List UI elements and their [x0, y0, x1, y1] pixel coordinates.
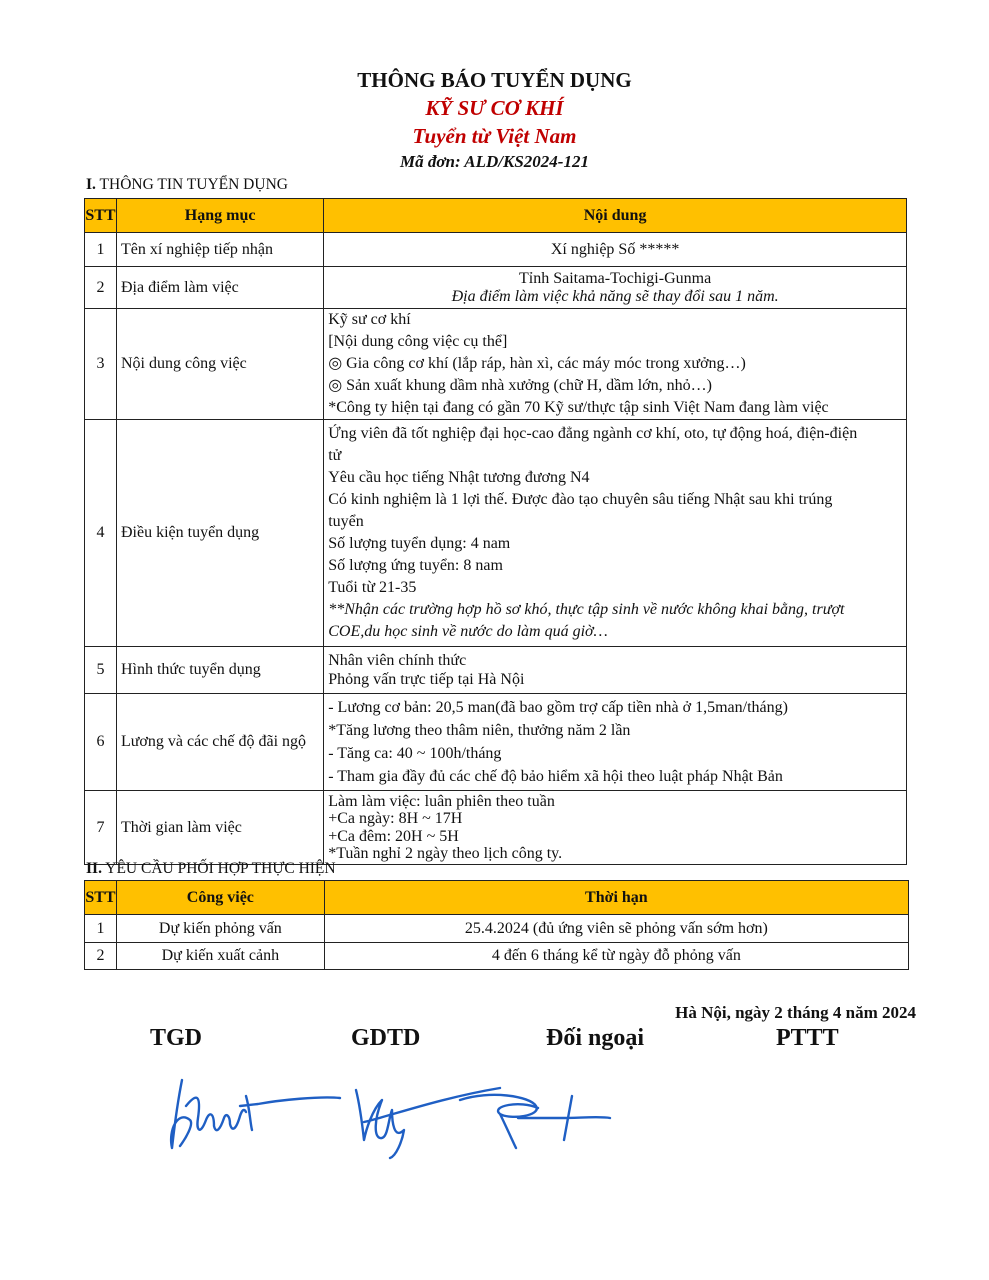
row-content [324, 791, 907, 865]
section2-heading [86, 860, 336, 878]
content-line: Số lượng ứng tuyển: 8 nam [328, 557, 503, 574]
row-item: Lương và các chế độ đãi ngộ [116, 694, 323, 791]
table-row [85, 694, 907, 791]
content-line: [Nội dung công việc cụ thể] [328, 333, 508, 350]
content-line: tử [328, 447, 342, 464]
row-stt: 7 [85, 791, 117, 865]
recruitment-info-table [84, 198, 907, 865]
content-line: Làm làm việc: luân phiên theo tuần [328, 792, 555, 810]
row-item: Nội dung công việc [116, 309, 323, 420]
row-content [324, 233, 907, 267]
table-row [85, 943, 909, 970]
row-item: Hình thức tuyển dụng [116, 647, 323, 694]
section2-roman: II. [86, 860, 102, 877]
signature-tgd [171, 1080, 340, 1148]
table-header-row [85, 199, 907, 233]
signatures-image [160, 1060, 620, 1160]
content-line: Địa điểm làm việc khả năng sẽ thay đổi sau 1 năm. [451, 287, 779, 305]
table-row [85, 420, 907, 647]
signatory-pttt: PTTT [776, 1025, 839, 1051]
content-line: Số lượng tuyển dụng: 4 nam [328, 535, 511, 552]
content-line: *Công ty hiện tại đang có gần 70 Kỹ sư/thực tập sinh Việt Nam đang làm việc [328, 399, 829, 416]
signatory-gdtd: GDTD [351, 1025, 421, 1051]
row-item: Điều kiện tuyển dụng [116, 420, 323, 647]
row-stt: 2 [85, 943, 117, 970]
content-line: Phỏng vấn trực tiếp tại Hà Nội [328, 671, 525, 688]
header-content: Nội dung [324, 199, 907, 233]
section1-heading [86, 176, 288, 194]
content-line: - Tham gia đầy đủ các chế độ bảo hiểm xã hội theo luật pháp Nhật Bản [328, 768, 783, 785]
content-line: ◎ Sản xuất khung dầm nhà xưởng (chữ H, dầm lớn, nhỏ…) [328, 377, 712, 394]
row-item: Tên xí nghiệp tiếp nhận [116, 233, 323, 267]
content-line: Kỹ sư cơ khí [328, 311, 411, 328]
content-line: +Ca ngày: 8H ~ 17H [328, 810, 463, 827]
content-line: Yêu cầu học tiếng Nhật tương đương N4 [328, 469, 590, 486]
row-item: Thời gian làm việc [116, 791, 323, 865]
position-title: KỸ SƯ CƠ KHÍ [425, 96, 564, 120]
section1-title: THÔNG TIN TUYỂN DỤNG [99, 176, 288, 193]
issue-date: Hà Nội, ngày 2 tháng 4 năm 2024 [675, 1003, 916, 1022]
table-row [85, 309, 907, 420]
row-content [324, 420, 907, 647]
content-line: Tỉnh Saitama-Tochigi-Gunma [519, 269, 712, 287]
content-line: COE,du học sinh về nước do làm quá giờ… [328, 623, 608, 640]
signatory-tgd: TGD [150, 1025, 203, 1051]
content-line: Xí nghiệp Số ***** [550, 240, 680, 258]
content-line: - Tăng ca: 40 ~ 100h/tháng [328, 745, 502, 762]
content-line: **Nhận các trường hợp hồ sơ khó, thực tập sinh về nước không khai bằng, trượt [328, 601, 845, 618]
row-task: Dự kiến xuất cảnh [116, 943, 324, 970]
table-row [85, 647, 907, 694]
section2-title: YÊU CẦU PHỐI HỢP THỰC HIỆN [105, 860, 336, 877]
row-content [324, 267, 907, 309]
content-line: Nhân viên chính thức [328, 652, 467, 669]
row-deadline: 25.4.2024 (đủ ứng viên sẽ phỏng vấn sớm hơn) [324, 915, 908, 943]
header-stt: STT [85, 199, 117, 233]
row-stt: 5 [85, 647, 117, 694]
row-stt: 1 [85, 233, 117, 267]
row-task: Dự kiến phỏng vấn [116, 915, 324, 943]
section1-roman: I. [86, 176, 96, 193]
row-content [324, 647, 907, 694]
content-line: *Tuần nghỉ 2 ngày theo lịch công ty. [328, 845, 563, 862]
table-row [85, 233, 907, 267]
content-line: tuyển [328, 513, 364, 530]
row-content [324, 694, 907, 791]
table-row [85, 791, 907, 865]
content-line: ◎ Gia công cơ khí (lắp ráp, hàn xì, các máy móc trong xưởng…) [328, 355, 746, 372]
row-stt: 3 [85, 309, 117, 420]
content-line: *Tăng lương theo thâm niên, thưởng năm 2 lần [328, 722, 631, 739]
content-line: Có kinh nghiệm là 1 lợi thế. Được đào tạo chuyên sâu tiếng Nhật sau khi trúng [328, 491, 833, 508]
signature-doi-ngoai [460, 1095, 610, 1148]
signature-gdtd [356, 1088, 500, 1158]
row-deadline: 4 đến 6 tháng kể từ ngày đỗ phỏng vấn [324, 943, 908, 970]
table-row [85, 915, 909, 943]
header-deadline: Thời hạn [324, 881, 908, 915]
row-stt: 1 [85, 915, 117, 943]
order-code: Mã đơn: ALD/KS2024-121 [400, 152, 589, 171]
header-stt: STT [85, 881, 117, 915]
row-content [324, 309, 907, 420]
content-line: Tuổi từ 21-35 [328, 579, 417, 596]
content-line: +Ca đêm: 20H ~ 5H [328, 827, 459, 845]
row-stt: 6 [85, 694, 117, 791]
recruit-source: Tuyển từ Việt Nam [412, 124, 577, 148]
content-line: - Lương cơ bản: 20,5 man(đã bao gồm trợ cấp tiền nhà ở 1,5man/tháng) [328, 699, 788, 716]
header-item: Hạng mục [116, 199, 323, 233]
header-task: Công việc [116, 881, 324, 915]
content-line: Ứng viên đã tốt nghiệp đại học-cao đẳng ngành cơ khí, oto, tự động hoá, điện-điện [328, 425, 858, 442]
coordination-table [84, 880, 909, 970]
document-title: THÔNG BÁO TUYỂN DỤNG [357, 68, 632, 92]
table-row [85, 267, 907, 309]
row-stt: 4 [85, 420, 117, 647]
table-header-row [85, 881, 909, 915]
row-stt: 2 [85, 267, 117, 309]
signatory-doi-ngoai: Đối ngoại [546, 1025, 645, 1051]
row-item: Địa điểm làm việc [116, 267, 323, 309]
